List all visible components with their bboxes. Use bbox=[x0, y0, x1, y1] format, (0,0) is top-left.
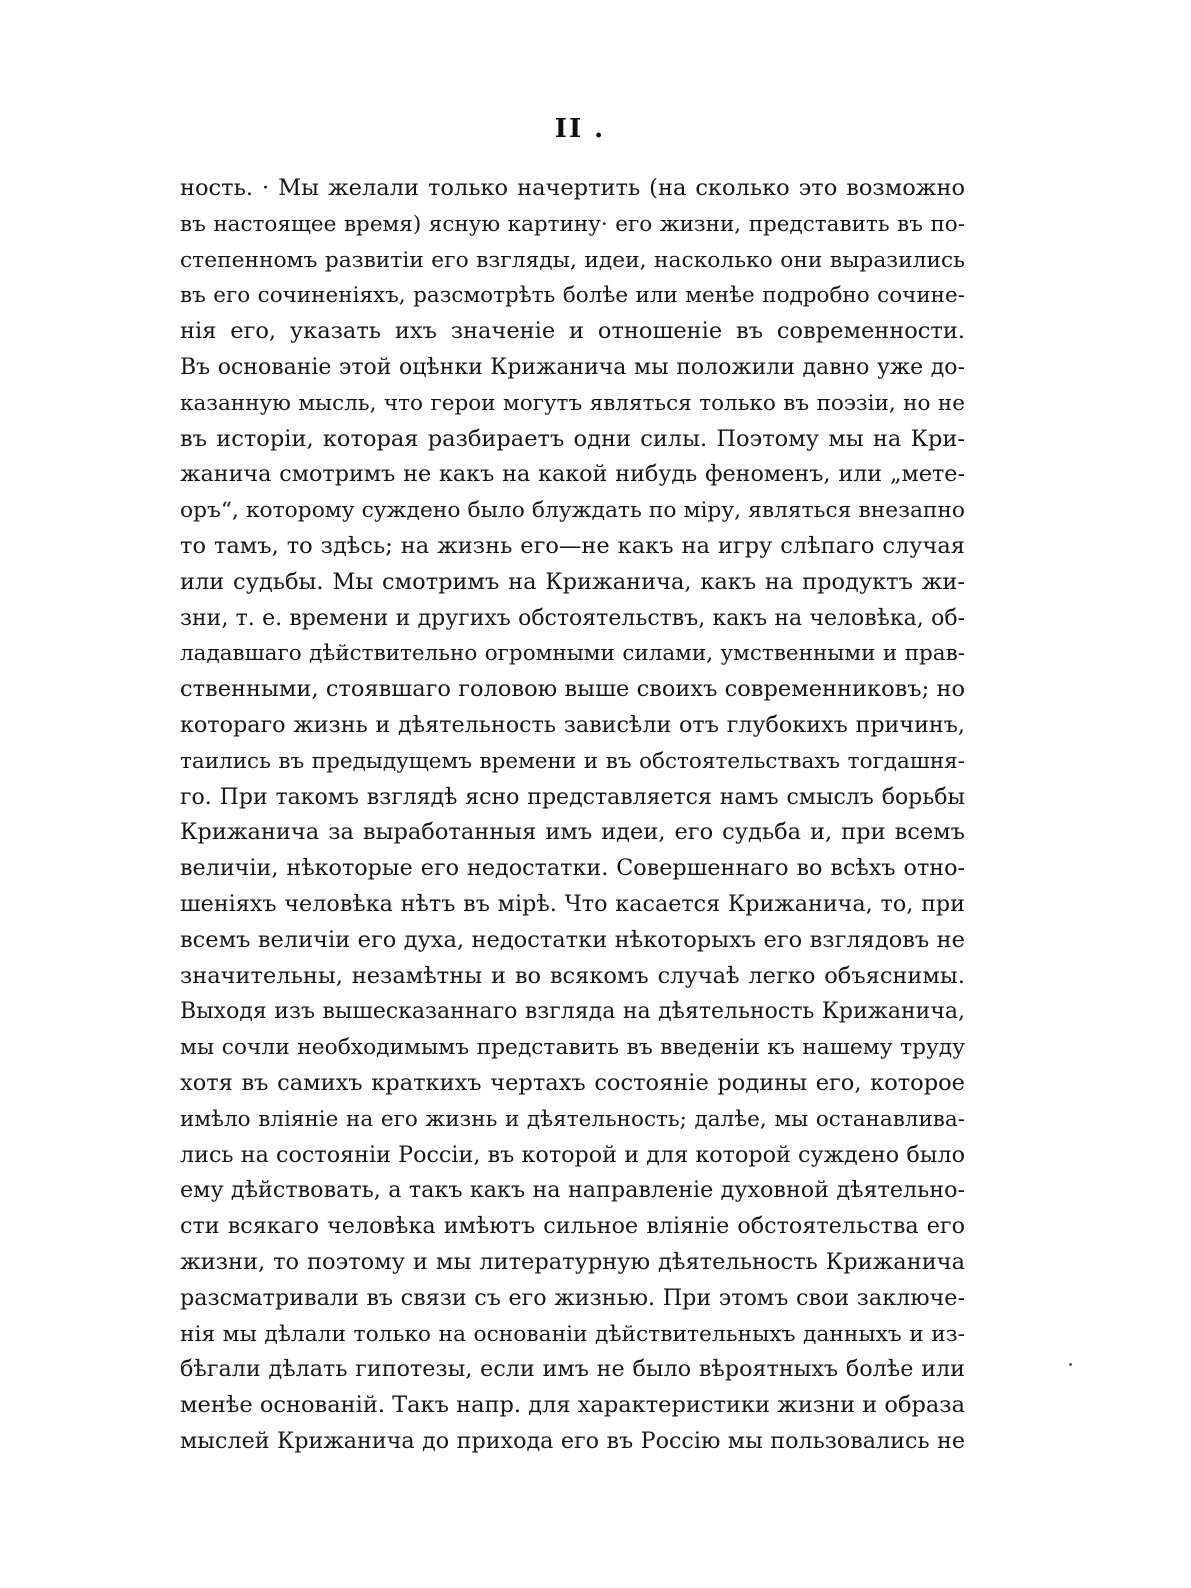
text-line: разсматривали въ связи съ его жизнью. При этомъ свои заключе- bbox=[180, 1284, 965, 1311]
text-line: зни, т. е. времени и другихъ обстоятельствъ, какъ на человѣка, об- bbox=[180, 605, 965, 631]
text-line: ладавшаго дѣйствительно огромными силами, умственными и прав- bbox=[180, 641, 965, 667]
text-line: въ его сочиненіяхъ, разсмотрѣть болѣе или менѣе подробно сочине- bbox=[180, 283, 965, 309]
text-line: нія его, указать ихъ значеніе и отношеніе въ современности. bbox=[180, 318, 965, 345]
body-text bbox=[180, 171, 965, 1460]
scan-speck bbox=[1069, 1363, 1072, 1366]
text-line: ность. · Мы желали только начертить (на сколько это возможно bbox=[180, 175, 965, 201]
text-line: имѣло вліяніе на его жизнь и дѣятельность; далѣе, мы останавлива- bbox=[180, 1106, 965, 1132]
text-line: котораго жизнь и дѣятельность зависѣли отъ глубокихъ причинъ, bbox=[180, 711, 965, 738]
text-line: Въ основаніе этой оцѣнки Крижанича мы положили давно уже до- bbox=[180, 354, 965, 380]
text-line: сти всякаго человѣка имѣютъ сильное вліяніе обстоятельства его bbox=[180, 1213, 965, 1240]
text-line: величіи, нѣкоторые его недостатки. Совершеннаго во всѣхъ отно- bbox=[180, 855, 965, 882]
text-line: жанича смотримъ не какъ на какой нибудь феноменъ, или „мете- bbox=[180, 461, 965, 488]
text-line: или судьбы. Мы смотримъ на Крижанича, какъ на продуктъ жи- bbox=[180, 568, 965, 595]
page-number: II . bbox=[554, 114, 606, 144]
text-line: бѣгали дѣлать гипотезы, если имъ не было вѣроятныхъ болѣе или bbox=[180, 1356, 965, 1383]
text-line: таились въ предыдущемъ времени и въ обстоятельствахъ тогдашня- bbox=[180, 748, 965, 774]
text-line: хотя въ самихъ краткихъ чертахъ состояніе родины его, которое bbox=[180, 1069, 965, 1096]
text-line: то тамъ, то здѣсь; на жизнь его—не какъ на игру слѣпаго случая bbox=[180, 532, 965, 559]
text-line: степенномъ развитіи его взгляды, идеи, насколько они выразились bbox=[180, 247, 965, 273]
text-line: лись на состояніи Россіи, въ которой и для которой суждено было bbox=[180, 1141, 965, 1168]
text-line: менѣе основаній. Такъ напр. для характеристики жизни и образа bbox=[180, 1392, 965, 1419]
text-line: значительны, незамѣтны и во всякомъ случаѣ легко объяснимы. bbox=[180, 962, 965, 989]
text-line: казанную мысль, что герои могутъ являться только въ поэзіи, но не bbox=[180, 390, 965, 416]
text-line: мы сочли необходимымъ представить въ введеніи къ нашему труду bbox=[180, 1035, 965, 1061]
text-line: го. При такомъ взглядѣ ясно представляется намъ смыслъ борьбы bbox=[180, 784, 965, 810]
text-line: жизни, то поэтому и мы литературную дѣятельность Крижанича bbox=[180, 1248, 965, 1275]
text-line: Выходя изъ вышесказаннаго взгляда на дѣятельность Крижанича, bbox=[180, 999, 965, 1025]
text-line: всемъ величіи его духа, недостатки нѣкоторыхъ его взглядовъ не bbox=[180, 926, 965, 953]
text-line: ему дѣйствовать, а такъ какъ на направленіе духовной дѣятельно- bbox=[180, 1177, 965, 1204]
text-line: мыслей Крижанича до прихода его въ Россію мы пользовались не bbox=[180, 1427, 965, 1454]
text-line: нія мы дѣлали только на основаніи дѣйствительныхъ данныхъ и из- bbox=[180, 1321, 965, 1347]
text-line: оръ“, которому суждено было блуждать по міру, являться внезапно bbox=[180, 498, 965, 524]
text-line: Крижанича за выработанныя имъ идеи, его судьба и, при всемъ bbox=[180, 819, 965, 846]
text-line: ственными, стоявшаго головою выше своихъ современниковъ; но bbox=[180, 676, 965, 703]
text-line: въ исторіи, которая разбираетъ одни силы. Поэтому мы на Кри- bbox=[180, 425, 965, 452]
text-line: шеніяхъ человѣка нѣтъ въ мірѣ. Что касается Крижанича, то, при bbox=[180, 890, 965, 917]
text-line: въ настоящее время) ясную картину· его жизни, представить въ по- bbox=[180, 211, 965, 237]
